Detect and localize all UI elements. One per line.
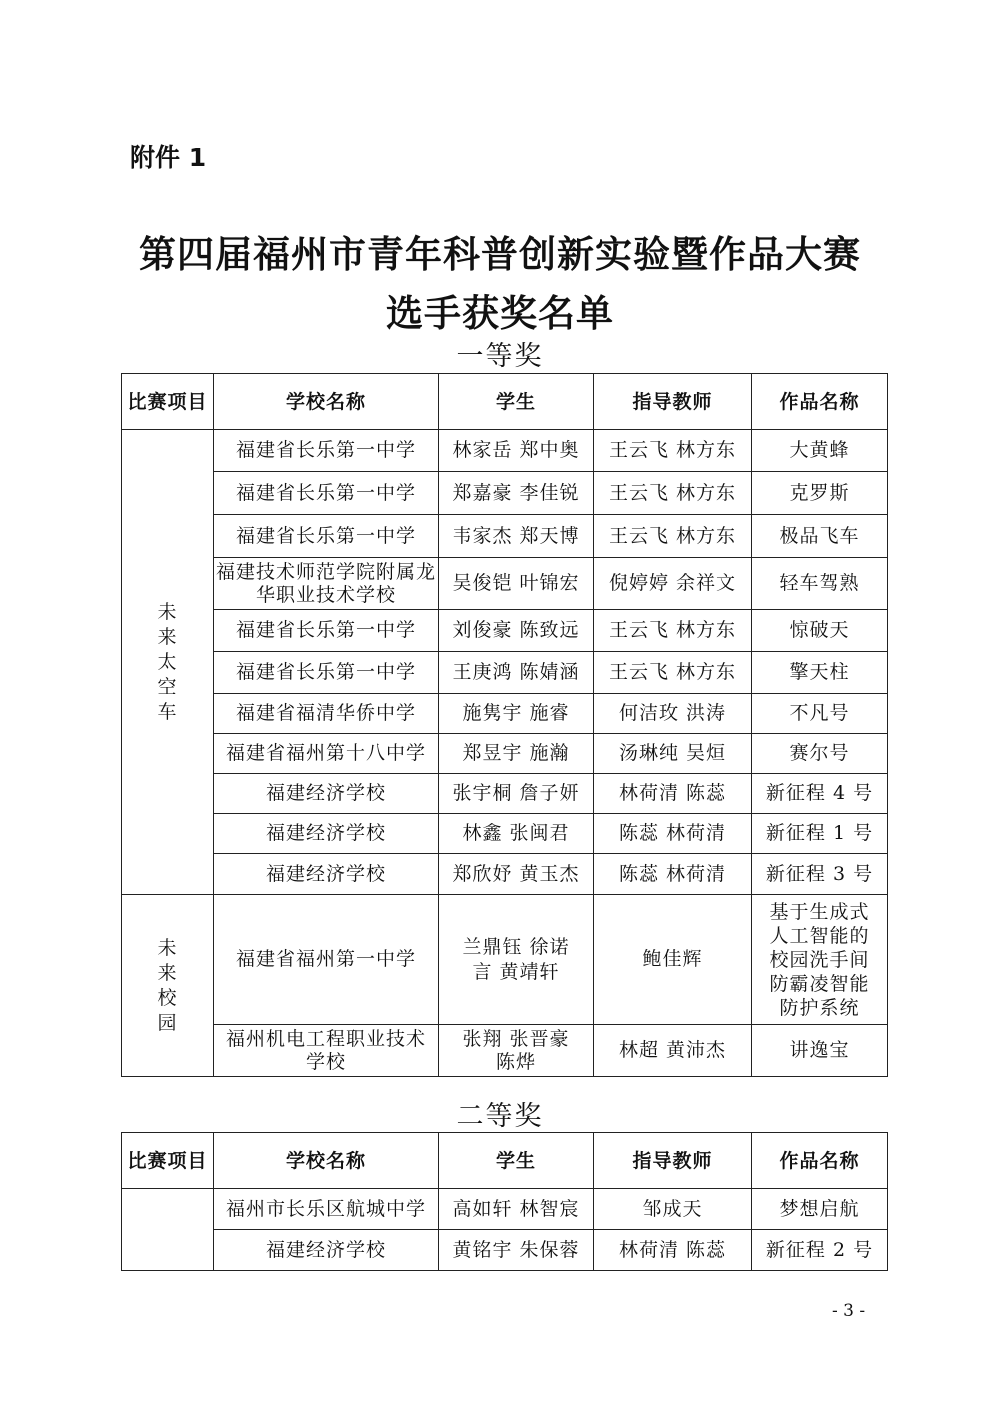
teacher-cell: 林超 黄沛杰 [594, 1025, 752, 1077]
work-cell: 不凡号 [752, 694, 888, 734]
students-cell: 刘俊豪 陈致远 [439, 610, 594, 652]
teacher-cell: 何洁玫 洪涛 [594, 694, 752, 734]
work-cell: 惊破天 [752, 610, 888, 652]
school-cell: 福建省福清华侨中学 [214, 694, 439, 734]
category-cell [122, 895, 214, 1077]
first-prize-table [121, 373, 888, 1077]
teacher-cell: 汤琳纯 吴烜 [594, 734, 752, 774]
teacher-cell: 陈蕊 林荷清 [594, 854, 752, 895]
students-cell: 林家岳 郑中奥 [439, 430, 594, 472]
work-cell: 克罗斯 [752, 472, 888, 515]
work-cell: 新征程 4 号 [752, 774, 888, 814]
table-row [122, 774, 888, 814]
work-cell: 新征程 1 号 [752, 814, 888, 854]
table-row [122, 472, 888, 515]
teacher-cell: 王云飞 林方东 [594, 610, 752, 652]
students-cell: 施隽宇 施睿 [439, 694, 594, 734]
students-cell: 郑昱宇 施瀚 [439, 734, 594, 774]
work-cell: 大黄蜂 [752, 430, 888, 472]
table-row [122, 694, 888, 734]
students-cell: 韦家杰 郑天博 [439, 515, 594, 558]
teacher-cell: 王云飞 林方东 [594, 515, 752, 558]
school-cell: 福建省长乐第一中学 [214, 472, 439, 515]
students-cell: 黄铭宇 朱保蓉 [439, 1230, 594, 1271]
second-prize-heading: 二等奖 [456, 1101, 544, 1132]
school-cell: 福建省长乐第一中学 [214, 430, 439, 472]
header-students: 学生 [439, 374, 594, 430]
teacher-cell: 王云飞 林方东 [594, 652, 752, 694]
category-label: 未来校园 [157, 936, 178, 1034]
table-row [122, 1230, 888, 1271]
students-cell: 张宇桐 詹子妍 [439, 774, 594, 814]
teacher-cell: 王云飞 林方东 [594, 430, 752, 472]
school-cell: 福建经济学校 [214, 854, 439, 895]
table-row [122, 430, 888, 472]
document-subtitle: 选手获奖名单 [386, 291, 614, 335]
table-row [122, 1189, 888, 1230]
students-cell: 郑嘉豪 李佳锐 [439, 472, 594, 515]
document-title: 第四届福州市青年科普创新实验暨作品大赛 [139, 232, 861, 276]
work-cell: 讲逸宝 [752, 1025, 888, 1077]
students-cell: 张翔 张晋豪 陈烨 [439, 1025, 594, 1077]
table-row [122, 854, 888, 895]
first-prize-heading: 一等奖 [456, 341, 544, 372]
teacher-cell: 倪婷婷 余祥文 [594, 558, 752, 610]
students-cell: 王庚鸿 陈婧涵 [439, 652, 594, 694]
work-cell: 基于生成式人工智能的校园洗手间防霸凌智能防护系统 [752, 895, 888, 1025]
school-cell: 福建经济学校 [214, 814, 439, 854]
attachment-label: 附件 1 [130, 143, 207, 172]
students-cell: 郑欣妤 黄玉杰 [439, 854, 594, 895]
school-cell: 福建省长乐第一中学 [214, 652, 439, 694]
school-cell: 福建省长乐第一中学 [214, 610, 439, 652]
school-cell: 福州机电工程职业技术学校 [214, 1025, 439, 1077]
school-cell: 福州市长乐区航城中学 [214, 1189, 439, 1230]
second-prize-table [121, 1132, 888, 1271]
work-cell: 赛尔号 [752, 734, 888, 774]
students-cell: 吴俊铠 叶锦宏 [439, 558, 594, 610]
school-cell: 福建省长乐第一中学 [214, 515, 439, 558]
category-cell [122, 430, 214, 895]
header-school: 学校名称 [214, 374, 439, 430]
table-row [122, 558, 888, 610]
school-cell: 福建省福州第十八中学 [214, 734, 439, 774]
header-work: 作品名称 [752, 374, 888, 430]
work-cell: 梦想启航 [752, 1189, 888, 1230]
teacher-cell: 林荷清 陈蕊 [594, 1230, 752, 1271]
table-header-row [122, 374, 888, 430]
school-cell: 福建经济学校 [214, 1230, 439, 1271]
header-teacher: 指导教师 [594, 1133, 752, 1189]
school-cell: 福建技术师范学院附属龙华职业技术学校 [214, 558, 439, 610]
students-cell: 兰鼎钰 徐诺言 黄靖轩 [439, 895, 594, 1025]
work-cell: 新征程 2 号 [752, 1230, 888, 1271]
header-teacher: 指导教师 [594, 374, 752, 430]
students-cell: 林鑫 张闽君 [439, 814, 594, 854]
table-row [122, 515, 888, 558]
students-cell: 高如轩 林智宸 [439, 1189, 594, 1230]
header-students: 学生 [439, 1133, 594, 1189]
teacher-cell: 林荷清 陈蕊 [594, 774, 752, 814]
work-cell: 轻车驾熟 [752, 558, 888, 610]
header-category: 比赛项目 [122, 1133, 214, 1189]
school-cell: 福建经济学校 [214, 774, 439, 814]
table-row [122, 610, 888, 652]
teacher-cell: 王云飞 林方东 [594, 472, 752, 515]
table-row [122, 1025, 888, 1077]
work-cell: 极品飞车 [752, 515, 888, 558]
category-cell [122, 1189, 214, 1271]
table-header-row [122, 1133, 888, 1189]
work-cell: 擎天柱 [752, 652, 888, 694]
header-category: 比赛项目 [122, 374, 214, 430]
table-row [122, 652, 888, 694]
teacher-cell: 邹成天 [594, 1189, 752, 1230]
category-label: 未来太空车 [157, 600, 178, 723]
table-row [122, 814, 888, 854]
table-row [122, 734, 888, 774]
school-cell: 福建省福州第一中学 [214, 895, 439, 1025]
header-school: 学校名称 [214, 1133, 439, 1189]
teacher-cell: 陈蕊 林荷清 [594, 814, 752, 854]
page-number: - 3 - [832, 1301, 866, 1321]
header-work: 作品名称 [752, 1133, 888, 1189]
teacher-cell: 鲍佳辉 [594, 895, 752, 1025]
table-row [122, 895, 888, 1025]
work-cell: 新征程 3 号 [752, 854, 888, 895]
